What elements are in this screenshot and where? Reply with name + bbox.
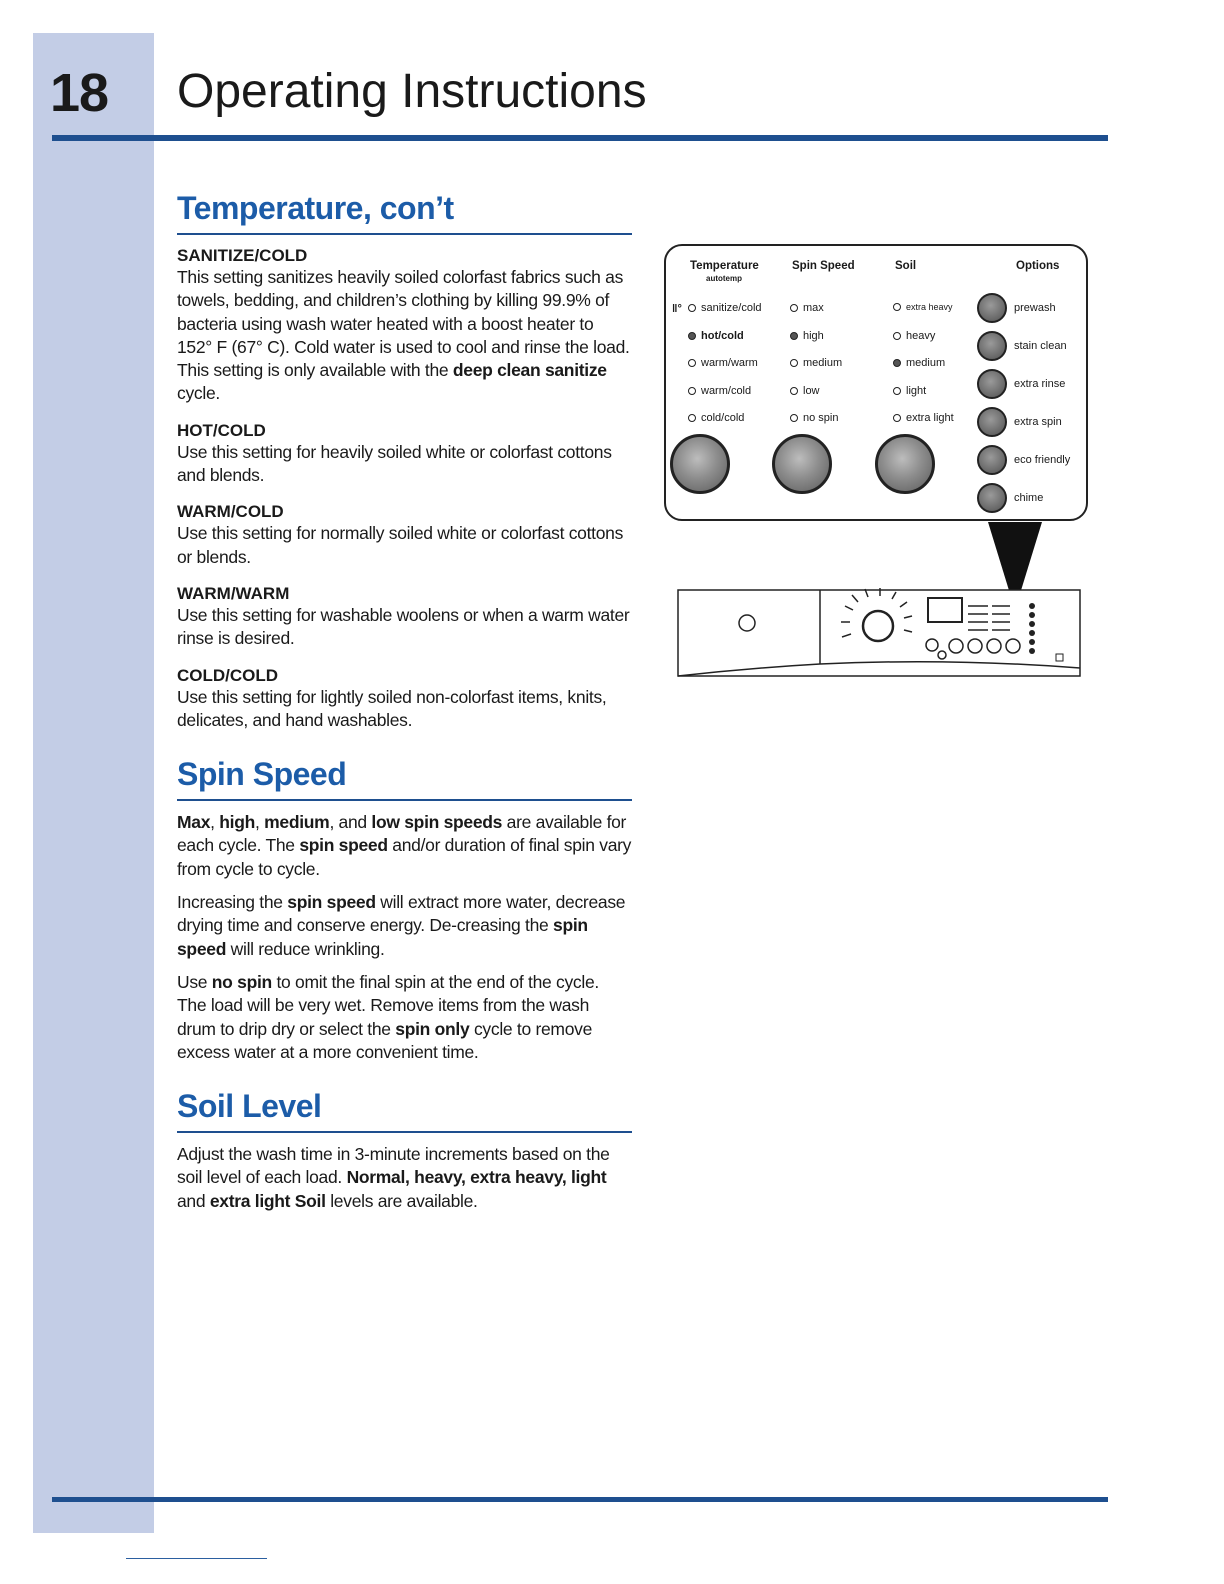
- led-icon: [893, 414, 901, 422]
- option-label: stain clean: [1014, 340, 1067, 352]
- led-icon: [893, 359, 901, 367]
- spin-speed-heading: Spin Speed: [177, 756, 632, 801]
- led-icon: [790, 414, 798, 422]
- panel-autotemp-label: autotemp: [706, 274, 742, 283]
- option-label: eco friendly: [1014, 454, 1071, 466]
- footer-rule: [52, 1497, 1108, 1502]
- temp-option: hot/cold: [688, 330, 744, 342]
- hot-cold-title: HOT/COLD: [177, 420, 266, 440]
- warm-cold-text: Use this setting for normally soiled white or colorfast cottons or blends.: [177, 523, 624, 567]
- page-title: Operating Instructions: [177, 65, 647, 118]
- soil-option: extra heavy: [893, 302, 953, 312]
- led-icon: [790, 359, 798, 367]
- main-column: [177, 190, 632, 1227]
- spin-option: low: [790, 385, 820, 397]
- control-panel-diagram: [664, 244, 1088, 521]
- stain-clean-button-icon: [977, 331, 1007, 361]
- footer-mark: [126, 1558, 267, 1559]
- extra-rinse-button-icon: [977, 369, 1007, 399]
- spin-speed-knob: [772, 434, 832, 494]
- warm-cold-title: WARM/COLD: [177, 502, 284, 522]
- page-number: 18: [50, 63, 109, 123]
- led-icon: [893, 332, 901, 340]
- spin-speed-para-2: Increasing the spin speed will extract more water, decrease drying time and conserve energy. De-creasing the spin speed will reduce wrinkling.: [177, 892, 626, 959]
- led-icon: [790, 304, 798, 312]
- display-icon: [928, 598, 962, 622]
- soil-option: heavy: [893, 330, 935, 342]
- led-icon: [688, 359, 696, 367]
- panel-soil-header: Soil: [895, 260, 917, 272]
- soil-option: extra light: [893, 412, 954, 424]
- sanitize-cold-text: This setting sanitizes heavily soiled colorfast fabrics such as towels, bedding, and children’s clothing by killing 99.9% of bacteria using wash water heated with a boost heater to 152° F (67° C). Cold water is used to cool and rinse the load. This setting is only available with the deep clean sanitize cycle.: [177, 267, 630, 404]
- temp-option: sanitize/cold: [688, 302, 762, 314]
- panel-temperature-header: Temperature: [690, 260, 759, 272]
- spin-speed-para-3: Use no spin to omit the final spin at the end of the cycle. The load will be very wet. Remove items from the wash drum to drip dry or select the spin only cycle to remove excess water at a more convenient time.: [177, 971, 599, 1062]
- spin-option: high: [790, 330, 824, 342]
- led-icon: [893, 303, 901, 311]
- cold-cold-text: Use this setting for lightly soiled non-colorfast items, knits, delicates, and hand washables.: [177, 686, 607, 730]
- panel-options-header: Options: [1016, 260, 1060, 272]
- spin-speed-para-1: Max, high, medium, and low spin speeds are available for each cycle. The spin speed and/or duration of final spin vary from cycle to cycle.: [177, 812, 632, 879]
- option-label: extra spin: [1014, 416, 1062, 428]
- led-icon: [688, 414, 696, 422]
- sanitize-cold-title: SANITIZE/COLD: [177, 246, 308, 265]
- dispenser-icon: [739, 615, 755, 631]
- led-icon: [790, 387, 798, 395]
- eco-friendly-button-icon: [977, 445, 1007, 475]
- cycle-dial-icon: [863, 611, 893, 641]
- spin-option: medium: [790, 357, 842, 369]
- temp-option: cold/cold: [688, 412, 744, 424]
- soil-option: light: [893, 385, 926, 397]
- washer-console-illustration: [670, 518, 1090, 688]
- cold-cold-title: COLD/COLD: [177, 665, 279, 685]
- soil-level-text: Adjust the wash time in 3-minute increments based on the soil level of each load. Normal, heavy, extra heavy, light and extra light Soil levels are available.: [177, 1144, 610, 1211]
- led-icon: [688, 387, 696, 395]
- soil-option: medium: [893, 357, 945, 369]
- option-label: chime: [1014, 492, 1044, 504]
- warm-warm-title: WARM/WARM: [177, 583, 290, 603]
- led-icon: [790, 332, 798, 340]
- prewash-button-icon: [977, 293, 1007, 323]
- temperature-knob: [670, 434, 730, 494]
- led-icon: [688, 332, 696, 340]
- spin-option: no spin: [790, 412, 838, 424]
- spin-option: max: [790, 302, 824, 314]
- temp-option: warm/warm: [688, 357, 758, 369]
- led-icon: [688, 304, 696, 312]
- temperature-heading: Temperature, con’t: [177, 190, 632, 235]
- warm-warm-text: Use this setting for washable woolens or when a warm water rinse is desired.: [177, 604, 630, 649]
- led-icon: [893, 387, 901, 395]
- autotemp-icon: ǁ°: [672, 303, 682, 315]
- header-rule: [52, 135, 1108, 141]
- side-band: [33, 33, 154, 1533]
- panel-spin-header: Spin Speed: [792, 260, 855, 272]
- option-label: prewash: [1014, 302, 1056, 314]
- soil-knob: [875, 434, 935, 494]
- temp-option: warm/cold: [688, 385, 751, 397]
- extra-spin-button-icon: [977, 407, 1007, 437]
- chime-button-icon: [977, 483, 1007, 513]
- hot-cold-text: Use this setting for heavily soiled white or colorfast cottons and blends.: [177, 441, 612, 486]
- soil-level-heading: Soil Level: [177, 1088, 632, 1133]
- option-label: extra rinse: [1014, 378, 1066, 390]
